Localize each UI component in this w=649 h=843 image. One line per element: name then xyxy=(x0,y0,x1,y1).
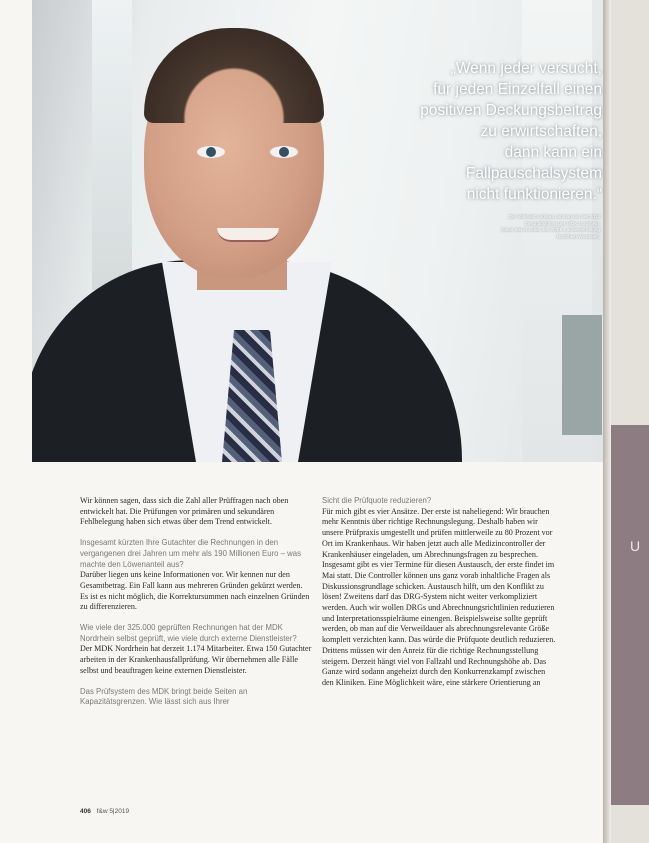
pull-quote-line: positiven Deckungsbeitrag xyxy=(420,102,602,119)
answer-paragraph: Darüber liegen uns keine Informationen vor. Wir kennen nur den Gesamtbetrag. Ein Fall kann aus mehreren Gründen gekürzt werden. Es ist es nicht möglich, die Korrektursummen nach einzelnen Gründen zu differenzieren. xyxy=(80,570,310,612)
journal-issue: f&w 5|2019 xyxy=(96,808,130,815)
interview-question: Sicht die Prüfquote reduzieren? xyxy=(322,496,432,505)
pull-quote-line: zu erwirtschaften, xyxy=(480,123,602,140)
page-footer xyxy=(80,808,129,815)
portrait-eye xyxy=(270,146,298,158)
interview-question: Das Prüfsystem des MDK bringt beide Seiten an Kapazitätsgrenzen. Wie lässt sich aus Ihrer xyxy=(80,686,248,707)
page-number: 406 xyxy=(80,808,91,815)
pull-quote-line: nicht funktionieren.“ xyxy=(466,186,602,203)
photo-caption-line: Davor war er Leiter des VDEK-Landesvertretung xyxy=(501,227,600,233)
pull-quote-line: für jeden Einzelfall einen xyxy=(433,81,602,98)
pull-quote xyxy=(362,58,602,205)
answer-paragraph: Wir können sagen, dass sich die Zahl aller Prüffragen nach oben entwickelt hat. Die Prüfungen vor primären und sekundären Fehlbelegung haben sich etwas über dem Trend entwickelt. xyxy=(80,496,289,527)
article-column-left xyxy=(80,496,312,708)
pull-quote-line: Fallpauschalsystem xyxy=(465,165,602,182)
photo-caption-line: Der Volkswirt Andreas Lehmann ist seit 2014 xyxy=(508,214,600,219)
portrait-mouth xyxy=(217,228,279,242)
interview-question: Wie viele der 325.000 geprüften Rechnungen hat der MDK Nordrhein selbst geprüft, wie viele durch externe Dienstleister? xyxy=(80,623,297,643)
pull-quote-line: „Wenn jeder versucht, xyxy=(450,60,602,77)
portrait-hair xyxy=(144,28,324,123)
answer-paragraph: Der MDK Nordrhein hat derzeit 1.174 Mitarbeiter. Etwa 150 Gutachter arbeiten in der Krankenhausfallprüfung. Wir übernehmen alle Fälle selbst und beauftragen keine externen Dienstleister. xyxy=(80,644,312,675)
background-window xyxy=(92,0,132,290)
portrait-eye xyxy=(197,146,225,158)
photo-caption xyxy=(412,214,600,240)
article-column-right xyxy=(322,496,558,699)
answer-paragraph: Für mich gibt es vier Ansätze. Der erste ist naheliegend: Wir brauchen mehr Kenntnis über richtige Rechnungslegung. Deshalb haben wir unsere Prüfpraxis umgestellt und prüfen mittlerweile zu 80 Prozent vor Ort im Krankenhaus. Wir haben jetzt auch alle Medizincontroller der Krankenhäuser eingeladen, um Abrechnungsfragen zu besprechen. Insgesamt gibt es vier Termine für diesen Austausch, der erste findet im Mai statt. Die Controller können uns ganz vorab inhaltliche Fragen als Diskussionsgrundlage schicken. Austausch hilft, um den Konflikt zu lösen! Zweitens darf das DRG-System nicht weiter verkompliziert werden. Auch wir wollen DRGs und Abrechnungsrichtlinien reduzieren und Interpretationsspielräume einengen. Beispielsweise sollte geprüft werden, ob man auf die Verweildauer als abrechnungsrelevante Größe komplett verzichten kann. Das würde die Prüfquote deutlich reduzieren. Drittens müssen wir den Anreiz für die richtige Rechnungsstellung steigern. Derzeit hängt viel von Fallzahl und Rechnungshöhe ab. Das Ganze wird sodann angeheizt durch den Konkurrenzkampf zwischen den Kliniken. Eine Möglichkeit wäre, eine stärkere Orientierung an xyxy=(322,506,556,687)
photo-caption-line: Nordrhein-Westfalen. xyxy=(556,233,600,239)
page-gutter-shadow xyxy=(603,0,611,843)
portrait-photo xyxy=(32,0,604,462)
interview-question: Insgesamt kürzten Ihre Gutachter die Rechnungen in den vergangenen drei Jahren um mehr als 190 Millionen Euro – was machte den Löwenanteil aus? xyxy=(80,538,302,569)
next-page-fragment: U xyxy=(630,538,641,554)
background-window xyxy=(562,315,602,435)
next-page-color-band xyxy=(610,425,649,805)
pull-quote-line: dann kann ein xyxy=(504,144,602,161)
photo-caption-line: Geschäftsführer des MDK Nordrhein. xyxy=(524,220,600,226)
